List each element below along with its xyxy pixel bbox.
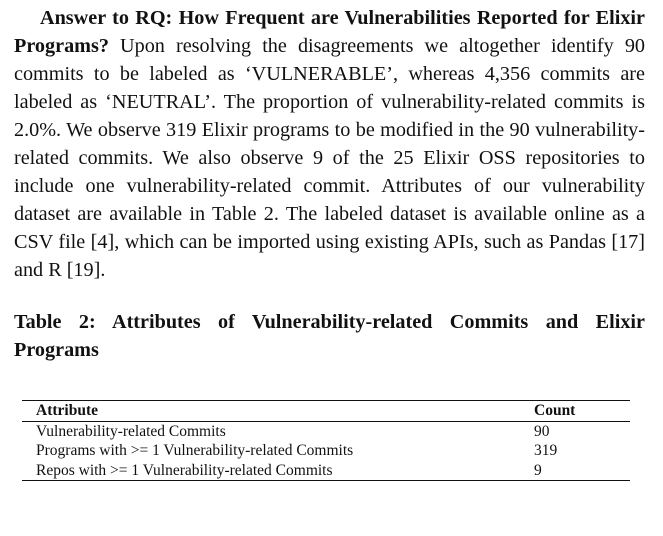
research-question-lead: Answer to RQ: How Frequent are Vulnerabilities Reported for Elixir Programs? — [14, 7, 645, 57]
attributes-table — [22, 400, 630, 481]
row-count-cell: 9 — [534, 461, 630, 481]
table-row — [22, 421, 630, 441]
header-count: Count — [534, 401, 630, 422]
row-attribute-cell: Programs with >= 1 Vulnerability-related Commits — [36, 442, 354, 459]
paper-page — [14, 4, 645, 481]
table-row — [22, 441, 630, 461]
row-count-cell: 319 — [534, 442, 558, 459]
row-attribute-cell: Vulnerability-related Commits — [36, 422, 226, 440]
row-count-cell: 90 — [534, 422, 550, 440]
table-header-row — [22, 401, 630, 422]
attributes-table-container — [22, 400, 630, 481]
table-row — [22, 461, 630, 481]
table-caption: Table 2: Attributes of Vulnerability-related Commits and Elixir Programs — [14, 311, 645, 361]
answer-paragraph — [14, 4, 645, 284]
header-attribute: Attribute — [22, 401, 534, 422]
row-attribute-cell: Repos with >= 1 Vulnerability-related Commits — [22, 461, 534, 481]
answer-body-text: Upon resolving the disagreements we altogether identify 90 commits to be labeled as ‘VULNERABLE’, whereas 4,356 commits are labeled as ‘NEUTRAL’. The proportion of vulnerability-related commits is 2.0%. We observe 319 Elixir programs to be modified in the 90 vulnerability-related commits. We also observe 9 of the 25 Elixir OSS repositories to include one vulnerability-related commit. Attributes of our vulnerability dataset are available in Table 2. The labeled dataset is available online as a CSV file [4], which can be imported using existing APIs, such as Pandas [17] and R [19]. — [14, 35, 646, 281]
